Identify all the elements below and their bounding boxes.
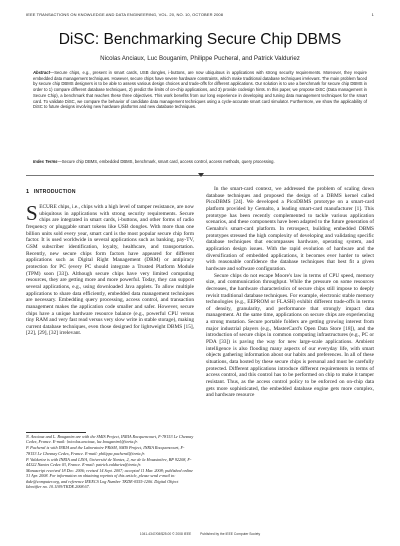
footnote-item: P. Valduriez is with INRIA and LINA, Université de Nantes, 2, rue de la Houssinière, BP 92208, F-44322 Nantes Cedex 03, France. E-mail: patrick.valduriez@inria.fr. <box>26 456 192 468</box>
left-column <box>26 201 194 337</box>
copyright-notice: 1041-4347/08/$25.00 © 2008 IEEE <box>139 532 192 536</box>
running-header <box>26 12 374 17</box>
manuscript-note: Manuscript received 18 Dec. 2006; revised 14 Sept. 2007; accepted 11 Mar. 2008; published online 31 Apr. 2008. For information on obtaining reprints of this article, please send e-mail to: tkde@computer.org, and reference IEEECS Log Number TKDE-0555-1206. Digital Object Identifier no. 10.1109/TKDE.2008.67. <box>26 468 193 489</box>
index-terms <box>33 159 367 165</box>
footnote-rule <box>26 432 86 433</box>
journal-title: IEEE TRANSACTIONS ON KNOWLEDGE AND DATA ENGINEERING, VOL. 20, NO. 10, OCTOBER 2008 <box>26 12 224 17</box>
footnotes <box>26 434 194 490</box>
divider-arrow-icon <box>198 173 204 177</box>
author-list: Nicolas Anciaux, Luc Bouganim, Philippe Pucheral, and Patrick Valduriez <box>100 55 300 62</box>
publisher-notice: Published by the IEEE Computer Society <box>200 532 261 536</box>
footnote-item: N. Anciaux and L. Bouganim are with the SMIS Project, INRIA Rocquencourt, F-78153 Le Chesnay Cedex, France. E-mail: {nicolas.anciaux, luc.bouganim}@inria.fr. <box>26 434 194 445</box>
footnote-item: P. Pucheral is with INRIA and the Laboratoire PRiSM, SMIS Project, INRIA Rocquencourt, F-78153 Le Chesnay Cedex, France. E-mail: philippe.pucheral@inria.fr. <box>26 445 185 456</box>
page-number: 1 <box>371 12 374 17</box>
section-title: INTRODUCTION <box>33 189 76 195</box>
body-paragraph: Secure chips do not escape Moore's law in terms of CPU speed, memory size, and communication throughput. While the pressure on some resources decreases, the hardware characteristics of secure chips still impose to deeply revisit traditional database techniques. For example, electronic stable memory technologies (e.g., EEPROM or FLASH) exhibit different trade-offs in terms of density, granularity, and performance that strongly impact data management. At the same time, applications on secure chips are experiencing a strong mutation. Secure portable folders are getting growing interest from major industrial players (e.g., MasterCard's Open Data Store [18]), and the introduction of secure chips in common computing infrastructures (e.g., PC or PDA [33]) is paving the way for new large-scale applications. Ambient intelligence is also flooding many aspects of our everyday life, with smart objects gathering information about our habits and preferences. In all of these situations, data hosted by these secure chips is personal and must be carefully protected. Different applications introduce different requirements in terms of access control, and this control has to be performed on chip to make it tamper resistant. Thus, as the access control policy to be enforced on on-chip data gets more sophisticated, the embedded database engine gets more complex, and hardware resource <box>206 272 374 399</box>
abstract-text: —Secure chips, e.g., present in smart cards, USB dongles, i-buttons, are now ubiquitous in applications with strong security requirements. Moreover, they require embedded data management techniques. However, secure chips have severe hardware constraints, which make traditional database techniques irrelevant. The main problem faced by secure chip DBMS designers is to be able to assess various design choices and trade-offs for different applications. Our solution is to use a benchmark for secure chip DBMS in order to 1) compare different database techniques, 2) predict the limits of on-chip applications, and 3) provide codesign hints. In this paper, we propose DiSC (Data management in Secure Chip), a benchmark that reaches these three objectives. This work benefits from our long experience in developing and tuning data management techniques for the smart card. To validate DiSC, we compare the behavior of candidate data management techniques using a cycle-accurate smart card simulator. Furthermore, we show the applicability of DiSC to future designs involving new hardware platforms and new database techniques. <box>33 70 367 110</box>
index-terms-text: —Secure chip DBMS, embedded DBMS, benchmark, smart card, access control, access methods, query processing. <box>57 159 275 164</box>
intro-text: ECURE chips, i.e., chips with a high level of tamper resistance, are now ubiquitous in applications with strong security requirements. Secure chips are integrated in smart cards, i-buttons, and other forms of radio frequency or pluggable smart tokens like USB dongles. With more than one billion units sold every year, smart card is the most popular secure chip form factor. It is used worldwide in several applications such as banking, pay-TV, GSM subscriber identification, loyalty, healthcare, and transportation. Recently, new secure chips form factors have appeared for different applications such as Digital Right Management (DRM) or antipiracy protection for PC (every PC should integrate a Trusted Platform Module (TPM) soon [33]). Although secure chips have very limited computing resources, they are getting more and more powerful. Today, they can support several applications, e.g., using downloaded Java applets. To allow multiple applications to share data efficiently, embedded data management techniques are necessary. Embedding query processing, access control, and transaction management makes the application code smaller and safer. However, secure chips have a unique hardware resource balance (e.g., powerful CPU versus tiny RAM and very fast read versus very slow write in stable storage), making current database techniques, even those designed for lightweight DBMS [15], [22], [29], [32] irrelevant. <box>26 204 194 337</box>
right-column <box>206 186 374 399</box>
paper-title: DiSC: Benchmarking Secure Chip DBMS <box>58 31 342 48</box>
section-heading <box>26 189 76 195</box>
section-number: 1 <box>26 189 30 195</box>
abstract <box>33 70 367 110</box>
intro-paragraph <box>26 201 194 337</box>
copyright-line <box>0 532 400 536</box>
dropcap-letter: S <box>26 201 38 225</box>
index-terms-label: Index Terms <box>33 159 58 164</box>
abstract-label: Abstract <box>33 70 50 75</box>
body-paragraph: In the smart-card context, we addressed the problem of scaling down database techniques and proposed the design of a DBMS kernel called PicoDBMS [24]. We developed a PicoDBMS prototype on a smart-card platform provided by Gemalto, a leading smart-card manufacturer [1]. This prototype has been recently complemented to tackle various application scenarios, and these components have been adapted to the future generation of Gemalto's smart-card platform. In retrospect, building embedded DBMS prototypes stressed the high complexity of developing and validating specific database techniques that encompasses hardware, operating system, and application design issues. With the rapid evolution of hardware and the diversification of embedded applications, it becomes ever harder to select with reasonable confidence the database techniques that best fit a given hardware and software configuration. <box>206 186 374 272</box>
